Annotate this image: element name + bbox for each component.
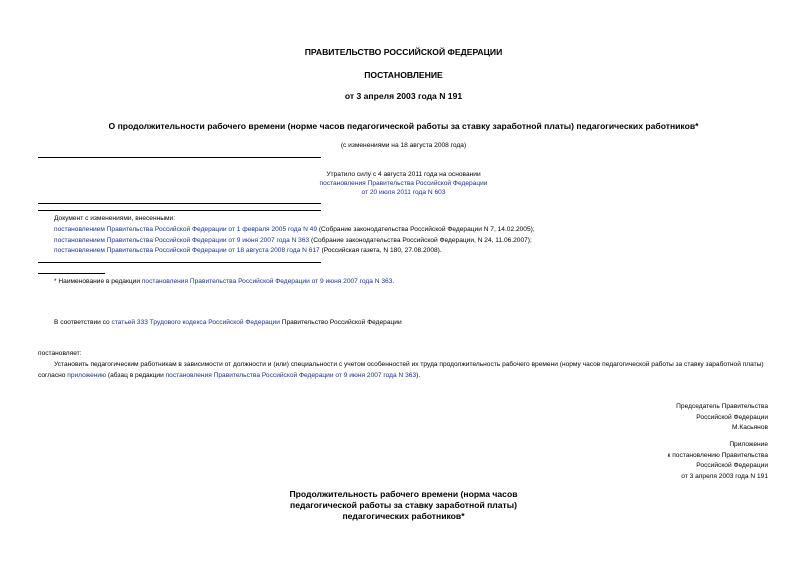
appendix-title-line: педагогических работников* [342,511,465,521]
amendment-link[interactable]: постановлением Правительства Российской Федерации от 18 августа 2008 года N 617 [54,247,320,254]
footnote [54,278,394,285]
divider [38,262,321,263]
amendment-source: (Собрание законодательства Российской Федерации N 7, 14.02.2005); [317,226,535,233]
amendment-item [54,237,532,244]
divider [38,157,321,158]
signature-name: М.Касьянов [732,424,768,431]
body-text: Установить педагогическим работникам в зависимости от должности и (или) специальности с учетом особенностей их труда продолжительность рабочего времени (норму часов педагогической работы за ставку заработной платы) согласно [38,361,764,379]
page-title: О продолжительности рабочего времени (норме часов педагогической работы за ставку заработной платы) педагогических работников* [108,121,699,131]
footnote-divider [38,273,105,274]
document-type: ПОСТАНОВЛЕНИЕ [364,70,443,80]
preamble-link[interactable]: статьей 333 Трудового кодекса Российской Федерации [111,319,280,326]
amendment-item [54,247,442,254]
appendix-date: от 3 апреля 2003 года N 191 [681,472,768,480]
signature-block [676,402,768,434]
repeal-text: Утратило силу с 4 августа 2011 года на основании [326,171,481,178]
appendix-link[interactable]: приложению [67,371,107,379]
appendix-title-line: Продолжительность рабочего времени (норма часов [289,489,518,499]
body-text: ). [416,371,421,379]
preamble [54,319,402,326]
preamble-suffix: Правительство Российской Федерации [279,319,402,326]
amendment-link[interactable]: постановлением Правительства Российской Федерации от 1 февраля 2005 года N 49 [54,226,318,233]
amendment-link[interactable]: постановлением Правительства Российской Федерации от 9 июня 2007 года N 363 [54,237,310,244]
appendix-header [668,440,769,482]
appendix-label: Приложение [729,441,768,448]
body-paragraph [38,360,774,381]
amendment-source: (Собрание законодательства Российской Федерации, N 24, 11.06.2007); [309,237,532,244]
appendix-title [0,489,807,522]
appendix-ref: к постановлению Правительства [667,451,768,459]
appendix-country: Российской Федерации [696,462,768,469]
document-date-number: от 3 апреля 2003 года N 191 [344,91,463,101]
appendix-title-line: педагогической работы за ставку заработной платы) [290,500,517,510]
revision-note: (с изменениями на 18 августа 2008 года) [340,142,467,149]
preamble-prefix: В соответствии со [54,319,112,326]
amendment-item [54,226,535,233]
amendment-source: (Российская газета, N 180, 27.08.2008). [319,247,442,254]
footnote-link[interactable]: постановления Правительства Российской Федерации от 9 июня 2007 года N 363 [141,278,393,285]
repeal-link[interactable]: постановления Правительства Российской Федерации [319,180,488,187]
amendments-intro: Документ с изменениями, внесенными: [54,215,176,222]
body-text: (абзац в редакции [106,371,166,379]
divider [38,210,321,211]
government-name: ПРАВИТЕЛЬСТВО РОССИЙСКОЙ ФЕДЕРАЦИИ [304,47,503,57]
divider [38,203,321,204]
amendment-ref-link[interactable]: постановления Правительства Российской Федерации от 9 июня 2007 года N 363 [165,371,417,379]
footnote-prefix: * Наименование в редакции [54,278,142,285]
repeal-link-date[interactable]: от 20 июля 2011 года N 603 [361,189,446,196]
signature-position: Председатель Правительства [676,403,768,410]
signature-country: Российской Федерации [696,413,768,421]
resolves-label: постановляет: [38,350,82,357]
footnote-suffix: . [392,278,395,285]
